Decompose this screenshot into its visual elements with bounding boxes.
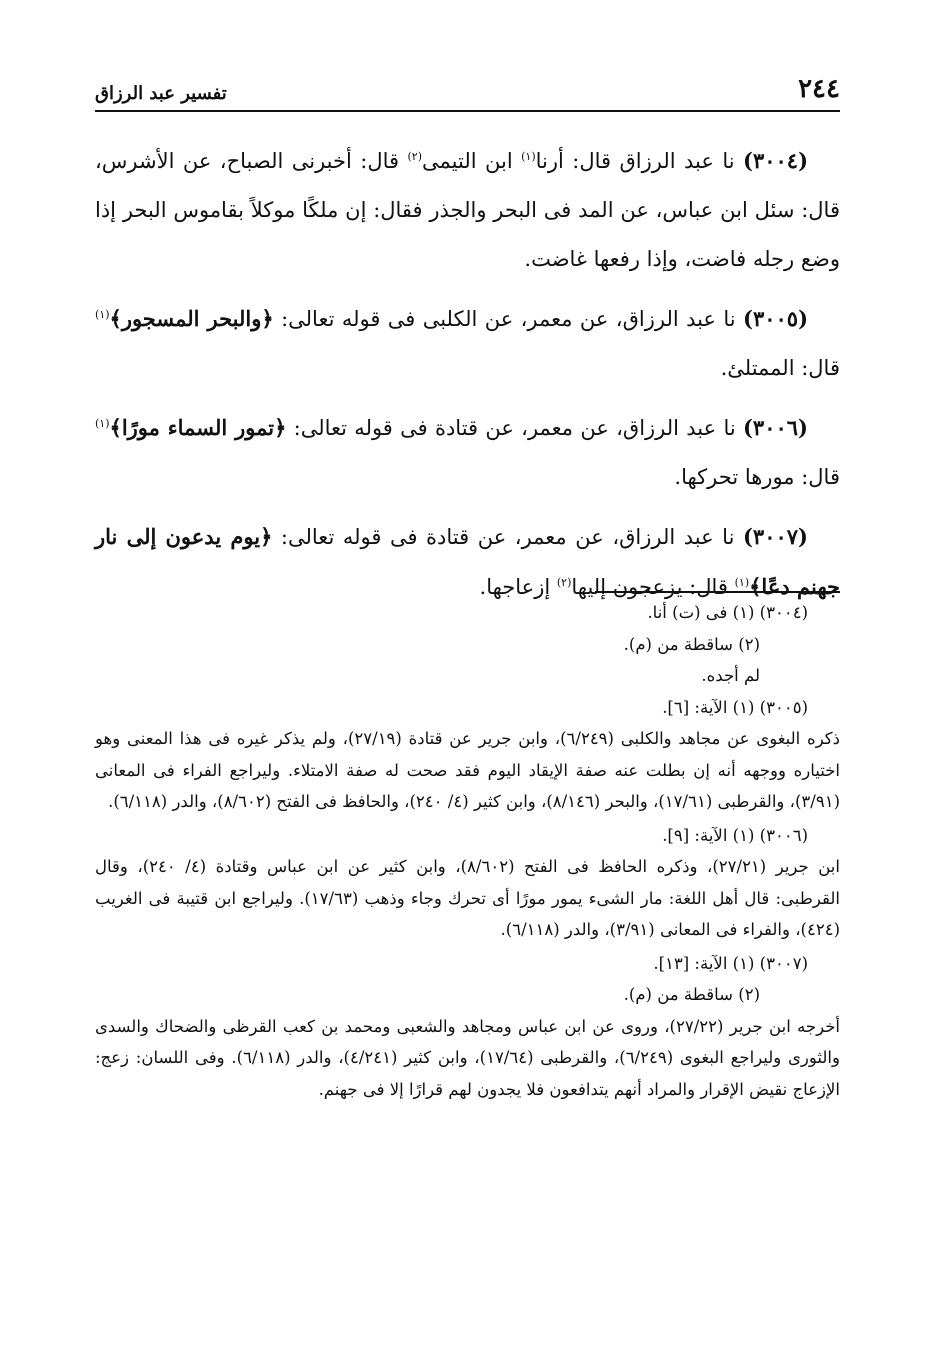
page-header <box>95 70 840 112</box>
footnotes <box>95 597 840 1107</box>
footnote-separator <box>595 591 840 593</box>
entry-number: (٣٠٠٦) <box>742 415 808 440</box>
note-ref: (٢) <box>556 576 572 589</box>
entry-text: قال: الممتلئ. <box>720 356 840 380</box>
quran-verse: ﴿يوم يدعون إلى نار جهنم دعًا﴾ <box>95 524 840 599</box>
entry-3004 <box>95 136 840 284</box>
entry-text: نا عبد الرزاق قال: أرنا <box>535 149 743 173</box>
page-number: ٢٤٤ <box>798 74 840 104</box>
footnote-line: (٢) ساقطة من (م). <box>623 634 760 654</box>
footnote-paragraph: ذكره البغوى عن مجاهد والكلبى (٦/٢٤٩)، وابن جرير عن قتادة (٢٧/١٩)، ولم يذكر غيره فى هذا المعنى وهو اختياره ووجهه أنه إن بطلت عنه صفة الإيقاد اليوم فقد صحت له صفة الامتلاء. وليراجع الفراء فى المعانى (٣/٩١)، والقرطبى (١٧/٦١)، والبحر (٨/١٤٦)، وابن كثير (٤/ ٢٤٠)، والحافظ فى الفتح (٨/٦٠٢)، والدر (٦/١١٨). <box>95 729 840 811</box>
footnote-line: (٣٠٠٥) (١) الآية: [٦]. <box>662 697 808 717</box>
entry-3006 <box>95 403 840 502</box>
entry-number: (٣٠٠٧) <box>742 524 808 549</box>
note-ref: (١) <box>734 576 750 589</box>
entry-text: ابن التيمى <box>422 149 522 173</box>
note-ref: (٢) <box>407 150 422 163</box>
entry-text: نا عبد الرزاق، عن معمر، عن الكلبى فى قوله تعالى: <box>273 307 743 331</box>
entry-text: إزعاجها. <box>479 575 557 599</box>
entry-number: (٣٠٠٤) <box>743 148 808 173</box>
entry-text: نا عبد الرزاق، عن معمر، عن قتادة فى قوله تعالى: <box>272 525 743 549</box>
running-title: تفسير عبد الرزاق <box>95 83 227 104</box>
main-text <box>95 136 840 622</box>
entry-3005 <box>95 294 840 393</box>
entry-text: قال: مورها تحركها. <box>674 465 840 489</box>
footnote-line: لم أجده. <box>701 666 760 685</box>
footnote-line: (٣٠٠٤) (١) فى (ت) أنا. <box>647 603 808 622</box>
footnote-paragraph: ابن جرير (٢٧/٢١)، وذكره الحافظ فى الفتح (٨/٦٠٢)، وابن كثير عن ابن عباس وقتادة (٤/ ٢٤٠)، وقال القرطبى: قال أهل اللغة: مار الشىء يمور مورًا أى تحرك وجاء وذهب (١٧/٦٣). وليراجع ابن قتيبة فى الغريب (٤٢٤)، والفراء فى المعانى (٣/٩١)، والدر (٦/١١٨). <box>95 857 840 939</box>
entry-number: (٣٠٠٥) <box>743 306 808 331</box>
entry-text: قال: يزعجون إليها <box>571 575 735 599</box>
footnote-line: (٢) ساقطة من (م). <box>623 985 760 1004</box>
note-ref: (١) <box>95 417 110 430</box>
entry-text: نا عبد الرزاق، عن معمر، عن قتادة فى قوله تعالى: <box>286 416 743 440</box>
footnote-line: (٣٠٠٧) (١) الآية: [١٣]. <box>653 953 808 973</box>
note-ref: (١) <box>95 308 110 321</box>
footnote-paragraph: أخرجه ابن جرير (٢٧/٢٢)، وروى عن ابن عباس ومجاهد والشعبى ومحمد بن كعب القرظى والضحاك والسدى والثورى وليراجع البغوى (٦/٢٤٩)، والقرطبى (١٧/٦٤)، وابن كثير (٤/٢٤١)، والدر (٦/١١٨). وفى اللسان: زعج: الإزعاج نقيض الإقرار والمراد أنهم يتدافعون فلا يجدون لهم قرارًا إلا فى جهنم. <box>95 1016 841 1099</box>
footnote-line: (٣٠٠٦) (١) الآية: [٩]. <box>662 825 808 845</box>
entry-text: قال: أخبرنى الصباح، عن الأشرس، قال: سئل ابن عباس، عن المد فى البحر والجذر فقال: إن ملكًا موكلاً بقاموس البحر إذا وضع رجله فاضت، وإذا رفعها غاضت. <box>95 149 840 271</box>
quran-verse: ﴿والبحر المسجور﴾ <box>109 306 274 331</box>
quran-verse: ﴿تمور السماء مورًا﴾ <box>109 415 287 440</box>
note-ref: (١) <box>521 150 536 163</box>
